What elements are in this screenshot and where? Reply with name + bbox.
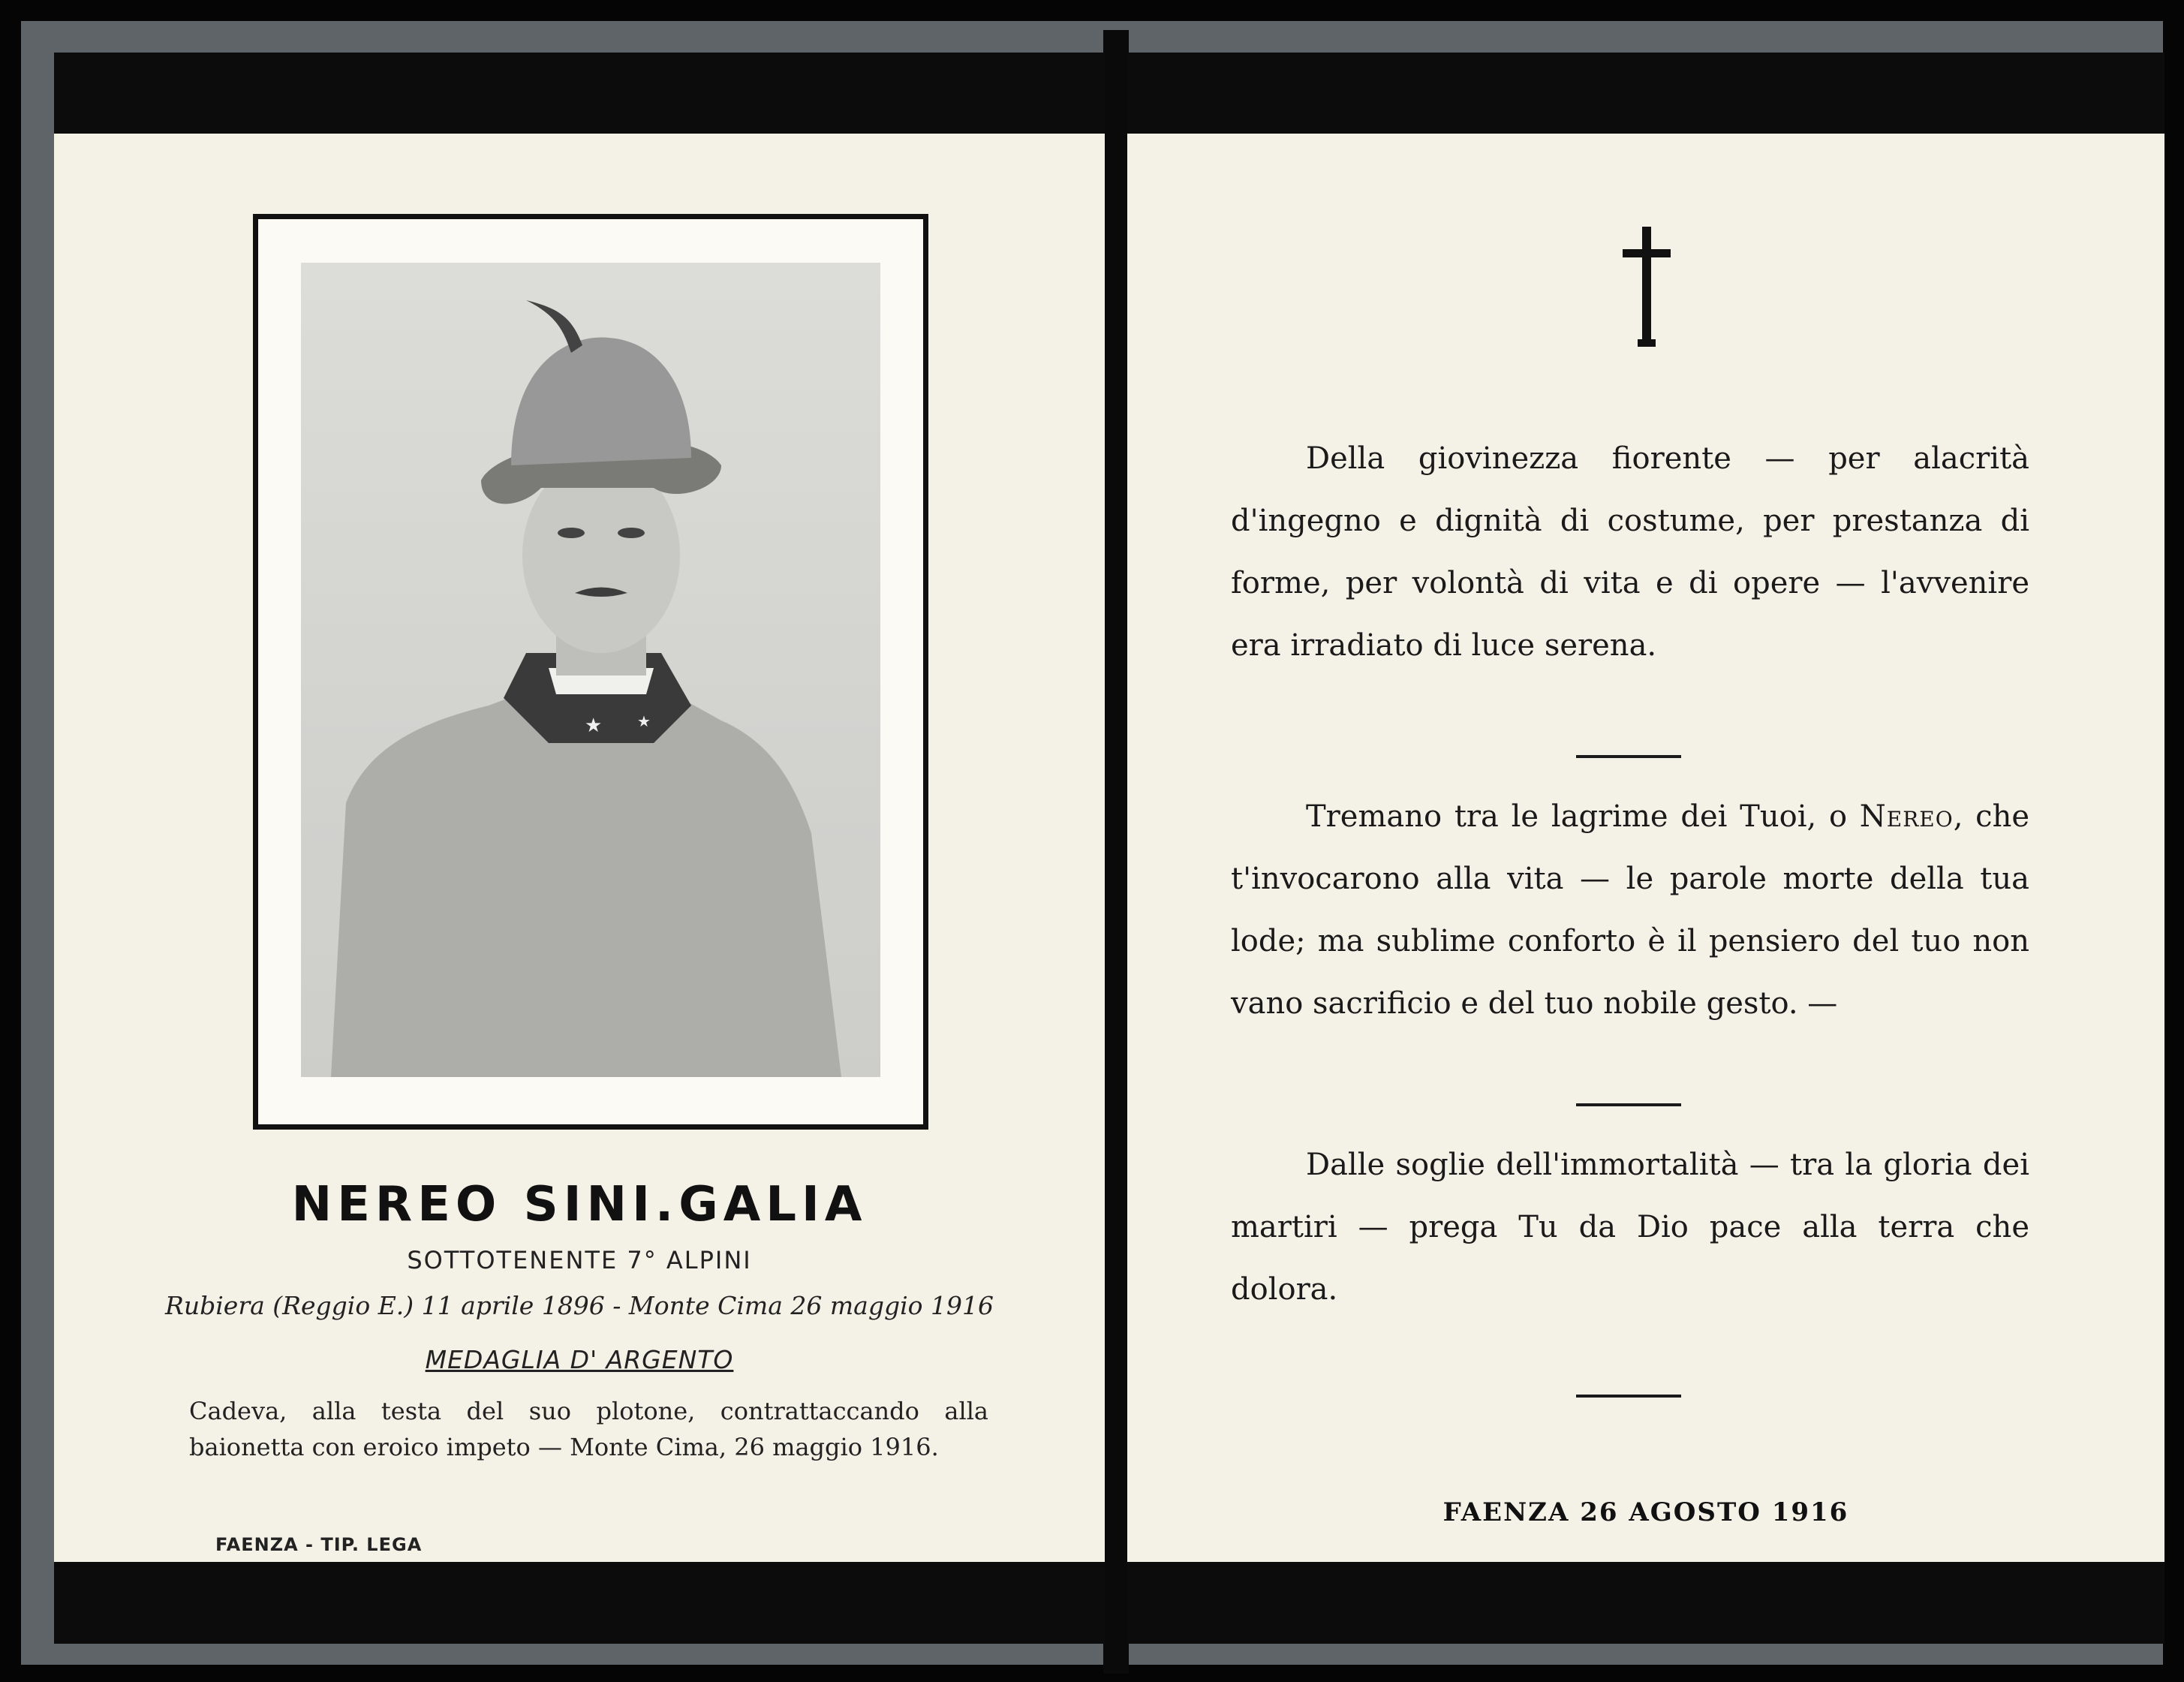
- separator-rule-1: [1576, 755, 1681, 758]
- paragraph-2-text: [1231, 786, 2029, 1035]
- mourning-band-top-right: [1127, 53, 2164, 134]
- mourning-band-top: [54, 53, 1105, 134]
- paragraph-2-before: Tremano tra le lagrime dei Tuoi, o: [1306, 799, 1860, 834]
- portrait-photo: [301, 263, 880, 1077]
- soldier-portrait-image: [301, 263, 880, 1077]
- memorial-paragraph-3: [1231, 1134, 2029, 1321]
- deceased-name: NEREO SINI.GALIA: [291, 1177, 868, 1232]
- card-fold: [1103, 30, 1129, 1674]
- memorial-paragraph-1: [1231, 428, 2029, 677]
- military-rank: SOTTOTENENTE 7° ALPINI: [407, 1246, 752, 1274]
- separator-rule-2: [1576, 1103, 1681, 1106]
- mourning-band-bottom: [54, 1562, 1105, 1644]
- place-and-date: FAENZA 26 AGOSTO 1916: [1442, 1497, 1849, 1527]
- paragraph-3-text: Dalle soglie dell'immortalità — tra la gloria dei martiri — prega Tu da Dio pace alla terra che dolora.: [1231, 1148, 2029, 1307]
- medal-citation: Cadeva, alla testa del suo plotone, contrattaccando alla baionetta con eroico impeto — Monte Cima, 26 maggio 1916.: [189, 1397, 988, 1461]
- paragraph-2-name: Nereo: [1859, 799, 1954, 834]
- mourning-band-bottom-right: [1127, 1562, 2164, 1644]
- right-page: [1127, 53, 2164, 1644]
- separator-rule-3: [1576, 1395, 1681, 1398]
- left-page: [54, 53, 1105, 1644]
- portrait-frame: [253, 214, 928, 1130]
- svg-text:★: ★: [585, 715, 603, 737]
- printer-imprint: FAENZA - TIP. LEGA: [215, 1534, 423, 1555]
- svg-text:★: ★: [637, 712, 651, 730]
- medal-title: MEDAGLIA D' ARGENTO: [425, 1345, 734, 1374]
- cross-icon: [1617, 227, 1677, 347]
- life-dates: Rubiera (Reggio E.) 11 aprile 1896 - Monte Cima 26 maggio 1916: [165, 1291, 994, 1320]
- paragraph-1-text: Della giovinezza fiorente — per alacrità d'ingegno e dignità di costume, per prestanza di forme, per volontà di vita e di opere — l'avvenire era irradiato di luce serena.: [1231, 441, 2029, 663]
- memorial-paragraph-2: [1231, 786, 2029, 1035]
- paragraph-2-after: , che t'invocarono alla vita — le parole morte della tua lode; ma sublime conforto è il pensiero del tuo non vano sacrificio e del tuo nobile gesto. —: [1231, 799, 2029, 1021]
